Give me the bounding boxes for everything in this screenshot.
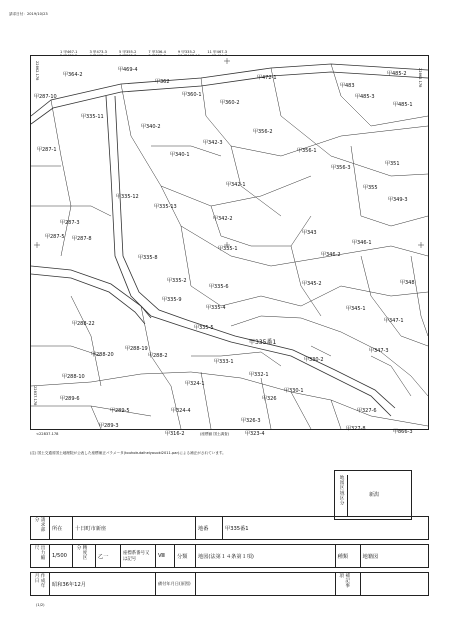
parcel-label: 甲335-13 xyxy=(154,204,177,210)
parcel-label: 甲351 xyxy=(385,161,400,167)
footnote: (注) 国土交通省国土地理院が公表した座標補正パラメータ(touhokutaiheiyouoki2011.par)による補正がされています。 xyxy=(30,451,226,455)
parcel-label: 甲348 xyxy=(400,280,415,286)
parcel-label: 甲485-3 xyxy=(355,94,375,100)
parcel-label: 甲356-1 xyxy=(297,148,317,154)
info-table xyxy=(30,516,429,596)
legend-entry: 5 甲355-2 xyxy=(118,50,137,54)
parcel-label: 甲324-1 xyxy=(185,381,205,387)
parcel-label: 甲342-3 xyxy=(203,140,223,146)
location-label: 所在 xyxy=(50,517,73,540)
parcel-label: 甲340-2 xyxy=(141,124,161,130)
parcel-label: 甲866-3 xyxy=(393,429,413,435)
parcel-label: 甲287-5 xyxy=(45,234,65,240)
print-date: 請求日付：2019/10/23 xyxy=(9,12,48,16)
parcel-label: 甲289-6 xyxy=(60,396,80,402)
parcel-label: 甲288-10 xyxy=(62,374,85,380)
parcel-label: 甲324-4 xyxy=(171,408,191,414)
parcel-label: 甲345-1 xyxy=(346,306,366,312)
map-bottom-left-coord: 22837.178 xyxy=(33,386,37,406)
class-label: 分類 xyxy=(175,545,196,568)
parcel-label: 甲346-2 xyxy=(321,252,341,258)
parcel-label: 甲287-3 xyxy=(60,220,80,226)
map-right-coord: 22862.178 xyxy=(418,68,422,88)
request-label: 請求部分 xyxy=(34,517,45,533)
parcel-label: 甲356-2 xyxy=(253,129,273,135)
map-bottom-coord: <22837.178 xyxy=(36,432,59,436)
output-scale-label: 出力縮尺 xyxy=(34,545,45,561)
map-bottom-note: (座標値 国土調査) xyxy=(200,432,230,436)
parcel-label: 甲335-2 xyxy=(167,278,187,284)
parcel-label: 甲327-8 xyxy=(346,426,366,432)
parcel-label: 甲472-1 xyxy=(257,75,277,81)
location-value: 十日町市新座 xyxy=(73,517,196,540)
page-number: (1/2) xyxy=(36,603,45,607)
parcel-label: 甲335-6 xyxy=(209,284,229,290)
parcel-label: 甲333-1 xyxy=(214,359,234,365)
parcel-label: 甲330-1 xyxy=(284,388,304,394)
scale-value: 1/500 xyxy=(50,545,73,568)
parcel-label: 甲326 xyxy=(262,396,277,402)
remarks-label: 補記事項 xyxy=(338,573,350,589)
class-value: 地図(法第１４条第１項) xyxy=(196,545,336,568)
created-value: 昭和36年12月 xyxy=(50,573,156,596)
legend-entry: 11 甲467-3 xyxy=(207,50,228,54)
parcel-label: 甲289-3 xyxy=(99,423,119,429)
parcel-label: 甲288-20 xyxy=(91,352,114,358)
map-left-coord: 22862.178 xyxy=(35,61,39,81)
created-label: 作成年月日 xyxy=(34,573,45,589)
legend-entry: 9 甲335-2 xyxy=(177,50,196,54)
parcel-label: 甲335-9 xyxy=(162,297,182,303)
parcel-label: 甲327-6 xyxy=(357,408,377,414)
parcel-label: 甲349-3 xyxy=(388,197,408,203)
parcel-label: 甲485-2 xyxy=(387,71,407,77)
parcel-label: 甲347-3 xyxy=(369,348,389,354)
coord-system-label: 座標系番号又は記号 xyxy=(121,545,156,568)
parcel-label: 甲360-2 xyxy=(220,100,240,106)
legend-entry: 7 甲336-4 xyxy=(148,50,166,54)
parcel-label: 甲340-1 xyxy=(170,152,190,158)
parcel-label: 甲335-12 xyxy=(116,194,139,200)
parcel-label: 甲485-1 xyxy=(393,102,413,108)
legend-entry: 1 甲467-1 xyxy=(60,50,78,54)
parcel-label: 甲330-2 xyxy=(304,357,324,363)
parcel-label: 甲289-5 xyxy=(110,408,130,414)
parcel-label: 甲342-1 xyxy=(226,182,246,188)
parcel-label: 甲343 xyxy=(302,230,317,236)
parcel-label: 甲347-1 xyxy=(384,318,404,324)
parcel-label: 甲335-1 xyxy=(218,246,238,252)
legend-entry: 3 甲473-3 xyxy=(89,50,107,54)
accuracy-value: 乙一 xyxy=(96,545,121,568)
zoning-value: 新潟 xyxy=(369,492,380,498)
parcel-label: 甲345-2 xyxy=(302,281,322,287)
parcel-label: 甲362 xyxy=(155,79,170,85)
parcel-label: 甲335-4 xyxy=(206,305,226,311)
type-label: 種類 xyxy=(335,545,360,568)
parcel-label: 甲335-5 xyxy=(194,325,214,331)
zoning-box xyxy=(334,470,412,520)
coord-system-value: Ⅷ xyxy=(156,545,175,568)
parcel-label: 甲287-10 xyxy=(34,94,57,100)
parcel-label: 甲288-22 xyxy=(72,321,95,327)
parcel-label: 甲316-2 xyxy=(165,431,185,437)
parcel-label: 甲288-19 xyxy=(125,346,148,352)
lot-label: 地番 xyxy=(196,517,223,540)
zoning-label: 地図区域区分 xyxy=(338,475,348,517)
parcel-label: 甲335-8 xyxy=(138,255,158,261)
parcel-label: 甲288-2 xyxy=(148,353,168,359)
parcel-label: 甲346-1 xyxy=(352,240,372,246)
parcel-label: 甲326-3 xyxy=(241,418,261,424)
parcel-label: 甲335-11 xyxy=(81,114,104,120)
parcel-label: 甲287-1 xyxy=(37,147,57,153)
parcel-label: 甲342-2 xyxy=(213,216,233,222)
parcel-label: 甲335番1 xyxy=(249,339,277,346)
parcel-label: 甲356-3 xyxy=(331,165,351,171)
remarks-value xyxy=(360,573,428,596)
parcel-label: 甲483 xyxy=(340,83,355,89)
parcel-label: 甲360-1 xyxy=(182,92,202,98)
accuracy-label: 精度区分 xyxy=(76,545,87,561)
parcel-label: 甲287-8 xyxy=(72,236,92,242)
parcel-label: 甲364-2 xyxy=(63,72,83,78)
parcel-label: 甲355 xyxy=(363,185,378,191)
remarks-date-label: 備付年月日(原図) xyxy=(156,573,196,596)
type-value: 地籍図 xyxy=(360,545,428,568)
remarks-date-value xyxy=(196,573,336,596)
parcel-label: 甲469-4 xyxy=(118,67,138,73)
parcel-label: 甲332-1 xyxy=(249,372,269,378)
parcel-label: 甲323-4 xyxy=(245,431,265,437)
lot-value: 甲335番1 xyxy=(223,517,429,540)
